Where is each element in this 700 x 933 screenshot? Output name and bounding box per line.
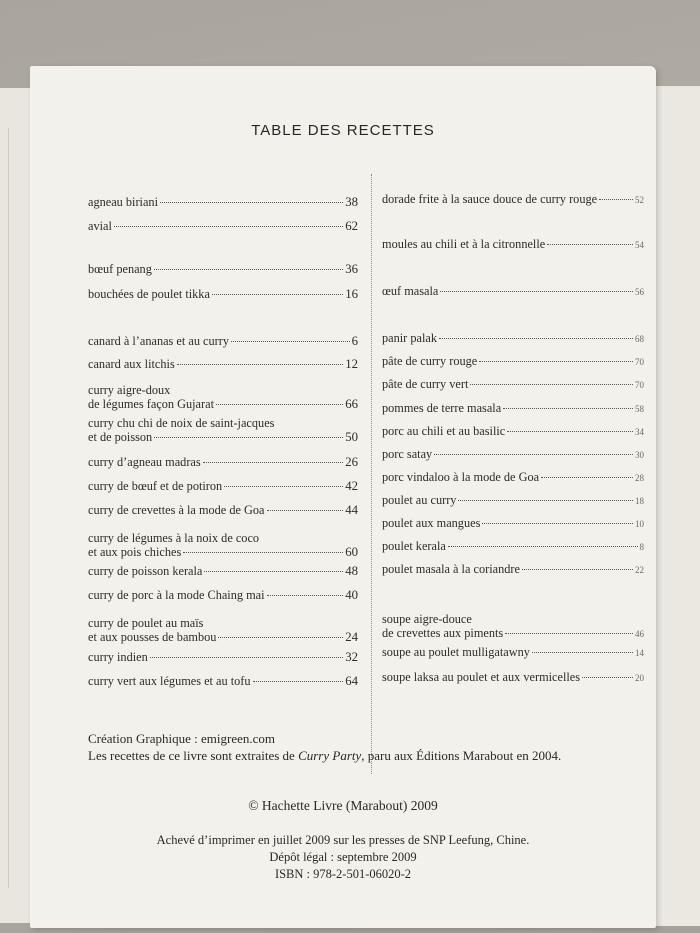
recipe-name: curry de poulet au maïs xyxy=(88,616,204,630)
recipe-entry xyxy=(382,192,644,207)
page-number: 44 xyxy=(345,503,358,517)
recipe-entry xyxy=(382,331,644,346)
page-number: 66 xyxy=(345,397,358,411)
dot-leader xyxy=(599,199,633,200)
recipe-name: et de poisson xyxy=(88,430,153,444)
recipe-name: curry de crevettes à la mode de Goa xyxy=(88,503,265,517)
recipe-name: curry chu chi de noix de saint-jacques xyxy=(88,416,275,430)
recipe-entry xyxy=(88,334,358,348)
recipe-entry xyxy=(382,493,644,508)
recipe-entry xyxy=(88,357,358,371)
page-number: 48 xyxy=(345,564,358,578)
credits xyxy=(88,730,648,764)
dot-leader xyxy=(482,523,633,524)
dot-leader xyxy=(150,657,343,658)
recipe-name: soupe au poulet mulligatawny xyxy=(382,645,530,659)
page-number: 60 xyxy=(345,545,358,559)
dot-leader xyxy=(503,408,633,409)
page-number: 8 xyxy=(639,542,644,552)
recipe-name: canard à l’ananas et au curry xyxy=(88,334,229,348)
dot-leader xyxy=(522,569,633,570)
recipe-entry xyxy=(88,195,358,209)
recipe-name: soupe laksa au poulet et aux vermicelles xyxy=(382,670,581,684)
page-number: 38 xyxy=(345,195,358,209)
recipe-name: curry indien xyxy=(88,650,148,664)
page-number: 36 xyxy=(345,262,358,276)
dot-leader xyxy=(547,244,633,245)
recipe-entry xyxy=(382,562,644,577)
page-number: 22 xyxy=(635,565,644,575)
recipe-name: porc satay xyxy=(382,447,433,461)
recipe-name: pâte de curry vert xyxy=(382,377,469,391)
dot-leader xyxy=(448,546,638,547)
dot-leader xyxy=(434,454,633,455)
legal-deposit: Dépôt légal : septembre 2009 xyxy=(269,850,417,864)
dot-leader xyxy=(177,364,343,365)
page-number: 62 xyxy=(345,219,358,233)
recipe-name: moules au chili et à la citronnelle xyxy=(382,237,546,251)
recipe-entry xyxy=(88,262,358,276)
page-number: 14 xyxy=(635,648,644,658)
page-number: 70 xyxy=(635,357,644,367)
dot-leader xyxy=(253,681,344,682)
page-number: 54 xyxy=(635,240,644,250)
page-number: 64 xyxy=(345,674,358,688)
recipe-entry xyxy=(382,424,644,439)
dot-leader xyxy=(440,291,633,292)
page-number: 68 xyxy=(635,334,644,344)
recipe-entry xyxy=(382,354,644,369)
dot-leader xyxy=(154,269,343,270)
page-number: 52 xyxy=(635,195,644,205)
page-title: TABLE DES RECETTES xyxy=(251,122,435,139)
recipe-name: poulet aux mangues xyxy=(382,516,481,530)
dot-leader xyxy=(224,486,343,487)
recipe-name: bouchées de poulet tikka xyxy=(88,287,210,301)
dot-leader xyxy=(218,637,343,638)
dot-leader xyxy=(507,431,633,432)
printing-note: Achevé d’imprimer en juillet 2009 sur les presses de SNP Leefung, Chine. xyxy=(156,833,530,847)
recipe-name: curry de légumes à la noix de coco xyxy=(88,531,260,545)
recipe-entry xyxy=(88,416,358,444)
isbn: ISBN : 978-2-501-06020-2 xyxy=(274,867,412,881)
recipe-entry xyxy=(88,383,358,411)
source-note xyxy=(88,747,648,764)
recipe-name: pâte de curry rouge xyxy=(382,354,478,368)
dot-leader xyxy=(212,294,343,295)
recipe-name: porc au chili et au basilic xyxy=(382,424,506,438)
recipe-entry xyxy=(88,588,358,602)
source-note-prefix: Les recettes de ce livre sont extraites de xyxy=(88,748,299,763)
recipe-name: panir palak xyxy=(382,331,437,345)
recipe-name: avial xyxy=(88,219,112,233)
page-number: 6 xyxy=(351,334,358,348)
dot-leader xyxy=(505,633,633,634)
recipe-name: curry de bœuf et de potiron xyxy=(88,479,223,493)
recipe-entry xyxy=(382,377,644,392)
book-page xyxy=(30,66,656,928)
recipe-entry xyxy=(382,447,644,462)
page-number: 16 xyxy=(345,287,358,301)
dot-leader xyxy=(204,571,343,572)
recipe-name: porc vindaloo à la mode de Goa xyxy=(382,470,540,484)
page-number: 24 xyxy=(345,630,358,644)
next-page-edge xyxy=(651,86,700,926)
recipe-entry xyxy=(382,401,644,416)
recipe-entry xyxy=(382,539,644,554)
recipe-entry xyxy=(382,612,644,641)
page-number: 70 xyxy=(635,380,644,390)
page-number: 12 xyxy=(345,357,358,371)
recipe-entry xyxy=(88,503,358,517)
recipe-entry xyxy=(88,287,358,301)
recipe-entry xyxy=(382,670,644,685)
recipe-entry xyxy=(382,470,644,485)
recipe-entry xyxy=(382,516,644,531)
recipe-entry xyxy=(382,237,644,252)
recipe-name: de crevettes aux piments xyxy=(382,626,504,640)
page-number: 34 xyxy=(635,427,644,437)
page-number: 56 xyxy=(635,287,644,297)
dot-leader xyxy=(203,462,344,463)
dot-leader xyxy=(267,510,344,511)
page-number: 40 xyxy=(345,588,358,602)
page-number: 20 xyxy=(635,673,644,683)
page-number: 28 xyxy=(635,473,644,483)
dot-leader xyxy=(160,202,343,203)
page-number: 42 xyxy=(345,479,358,493)
design-credit: Création Graphique : emigreen.com xyxy=(88,731,275,746)
dot-leader xyxy=(479,361,633,362)
page-number: 46 xyxy=(635,629,644,639)
recipe-entry xyxy=(88,564,358,578)
dot-leader xyxy=(470,384,633,385)
recipe-name: canard aux litchis xyxy=(88,357,175,371)
recipe-name: curry de porc à la mode Chaing mai xyxy=(88,588,265,602)
dot-leader xyxy=(183,552,343,553)
recipe-entry xyxy=(88,455,358,469)
page-number: 50 xyxy=(345,430,358,444)
page-number: 10 xyxy=(635,519,644,529)
dot-leader xyxy=(216,404,343,405)
recipe-name: curry de poisson kerala xyxy=(88,564,203,578)
recipe-name: dorade frite à la sauce douce de curry rouge xyxy=(382,192,598,206)
source-note-suffix: , paru aux Éditions Marabout en 2004. xyxy=(361,748,562,763)
recipe-name: de légumes façon Gujarat xyxy=(88,397,214,411)
page-number: 18 xyxy=(635,496,644,506)
dot-leader xyxy=(582,677,633,678)
page-number: 26 xyxy=(345,455,358,469)
recipe-name: curry aigre-doux xyxy=(88,383,171,397)
recipe-name: soupe aigre-douce xyxy=(382,612,472,626)
recipe-name: curry d’agneau madras xyxy=(88,455,201,469)
dot-leader xyxy=(532,652,633,653)
recipe-name: œuf masala xyxy=(382,284,439,298)
recipe-name: curry vert aux légumes et au tofu xyxy=(88,674,251,688)
facing-page-edge xyxy=(0,88,31,923)
page-number: 32 xyxy=(345,650,358,664)
copyright-notice: © Hachette Livre (Marabout) 2009 xyxy=(248,798,438,813)
page-number: 58 xyxy=(635,404,644,414)
recipe-entry xyxy=(88,674,358,688)
recipe-name: bœuf penang xyxy=(88,262,152,276)
recipe-name: poulet masala à la coriandre xyxy=(382,562,520,576)
recipe-name: agneau biriani xyxy=(88,195,158,209)
recipe-entry xyxy=(88,219,358,233)
page-number: 30 xyxy=(635,450,644,460)
dot-leader xyxy=(154,437,343,438)
recipe-name: et aux pois chiches xyxy=(88,545,182,559)
recipe-entry xyxy=(88,479,358,493)
source-book-title: Curry Party xyxy=(298,748,362,763)
recipe-entry xyxy=(382,645,644,660)
recipe-name: et aux pousses de bambou xyxy=(88,630,217,644)
dot-leader xyxy=(267,595,344,596)
dot-leader xyxy=(541,477,633,478)
recipe-entry xyxy=(382,284,644,299)
recipe-entry xyxy=(88,650,358,664)
dot-leader xyxy=(231,341,350,342)
printing-info xyxy=(30,832,656,883)
recipe-name: pommes de terre masala xyxy=(382,401,502,415)
column-divider xyxy=(371,174,372,774)
recipe-name: poulet au curry xyxy=(382,493,457,507)
recipe-name: poulet kerala xyxy=(382,539,446,553)
dot-leader xyxy=(114,226,343,227)
recipe-entry xyxy=(88,531,358,559)
recipe-entry xyxy=(88,616,358,644)
dot-leader xyxy=(439,338,633,339)
dot-leader xyxy=(458,500,633,501)
